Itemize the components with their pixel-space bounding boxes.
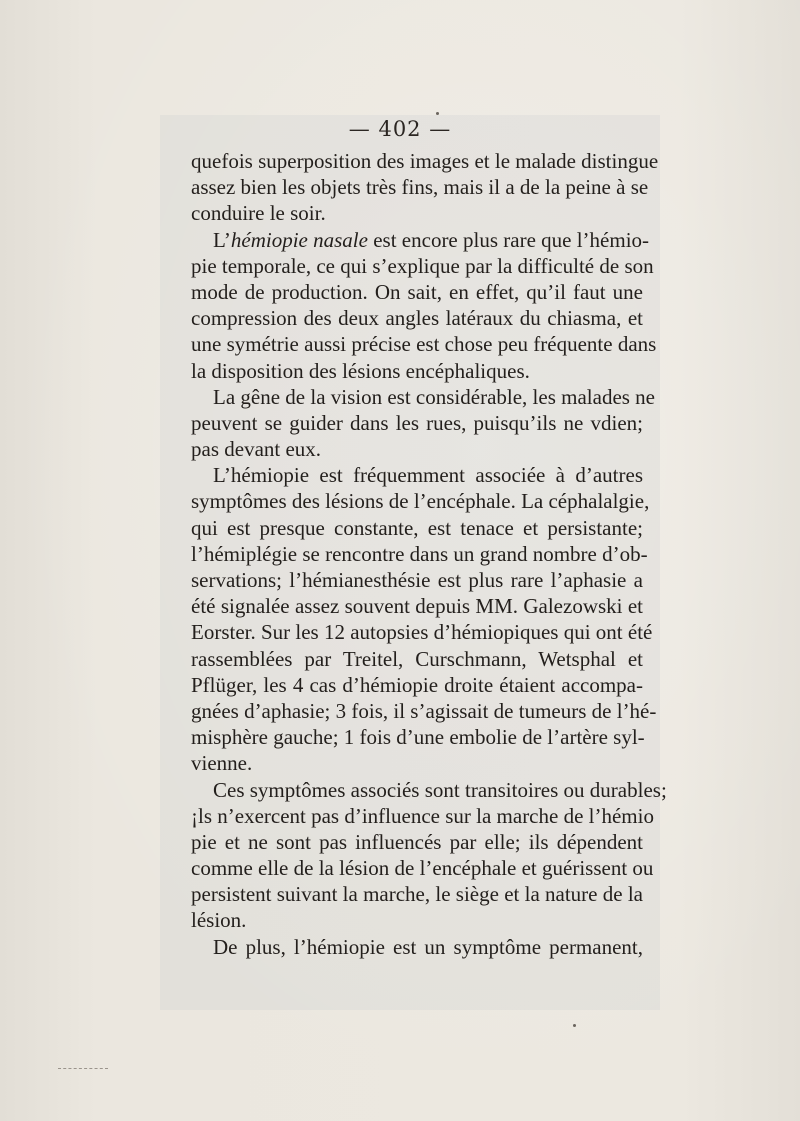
margin-mark [58, 1068, 108, 1071]
text-line: assez bien les objets très fins, mais il a de la peine à se [191, 175, 649, 200]
text-line: qui est presque constante, est tenace et persistante; [191, 515, 643, 540]
text-line: peuvent se guider dans les rues, puisqu’ils ne vdien; [191, 410, 643, 435]
text-line: ¡ls n’exercent pas d’influence sur la marche de l’hémio [191, 803, 654, 828]
text-line: Ces symptômes associés sont transitoires ou durables; [213, 777, 667, 802]
italic-term: hémiopie nasale [230, 227, 368, 252]
text-line: conduire le soir. [191, 201, 326, 226]
text-line [191, 227, 650, 253]
text-line: De plus, l’hémiopie est un symptôme permanent, [213, 934, 643, 959]
text-line: lésion. [191, 908, 247, 933]
text-line: une symétrie aussi précise est chose peu fréquente dans [191, 332, 657, 357]
text-line: Pflüger, les 4 cas d’hémiopie droite étaient accompa- [191, 672, 643, 697]
text-line: comme elle de la lésion de l’encéphale et guérissent ou [191, 856, 654, 881]
body-text [191, 148, 667, 960]
text-line: la disposition des lésions encéphaliques. [191, 358, 530, 383]
text-line: quefois superposition des images et le malade distingue [191, 149, 659, 173]
ink-speck [436, 112, 439, 115]
text-line: servations; l’hémianesthésie est plus rare l’aphasie a [191, 568, 643, 592]
text-line: L’hémiopie est fréquemment associée à d’autres [213, 463, 643, 488]
text-line: pie temporale, ce qui s’explique par la difficulté de son [191, 253, 654, 278]
text-line: pas devant eux. [191, 437, 322, 462]
text-line: rassemblées par Treitel, Curschmann, Wetsphal et [191, 646, 643, 671]
text-line: misphère gauche; 1 fois d’une embolie de l’artère syl- [191, 725, 645, 750]
text-line: gnées d’aphasie; 3 fois, il s’agissait de tumeurs de l’hé- [191, 698, 657, 723]
text-line: La gêne de la vision est considérable, les malades ne [213, 384, 656, 409]
text-line: été signalée assez souvent depuis MM. Galezowski et [191, 594, 643, 619]
text-line: pie et ne sont pas influencés par elle; ils dépendent [191, 829, 643, 854]
text-line: l’hémiplégie se rencontre dans un grand nombre d’ob- [191, 541, 648, 566]
text-fragment: L’ [213, 227, 231, 252]
text-fragment: est encore plus rare que l’hémio- [367, 227, 650, 252]
ink-speck [573, 1024, 576, 1027]
text-line: mode de production. On sait, en effet, qu’il faut une [191, 279, 643, 304]
text-line: compression des deux angles latéraux du chiasma, et [191, 306, 643, 331]
text-line: persistent suivant la marche, le siège et la nature de la [191, 882, 643, 907]
text-line: vienne. [191, 751, 253, 776]
text-line: Eorster. Sur les 12 autopsies d’hémiopiques qui ont été [191, 620, 653, 645]
page-number: — 402 — [348, 117, 452, 141]
text-line: symptômes des lésions de l’encéphale. La céphalalgie, [191, 489, 650, 514]
